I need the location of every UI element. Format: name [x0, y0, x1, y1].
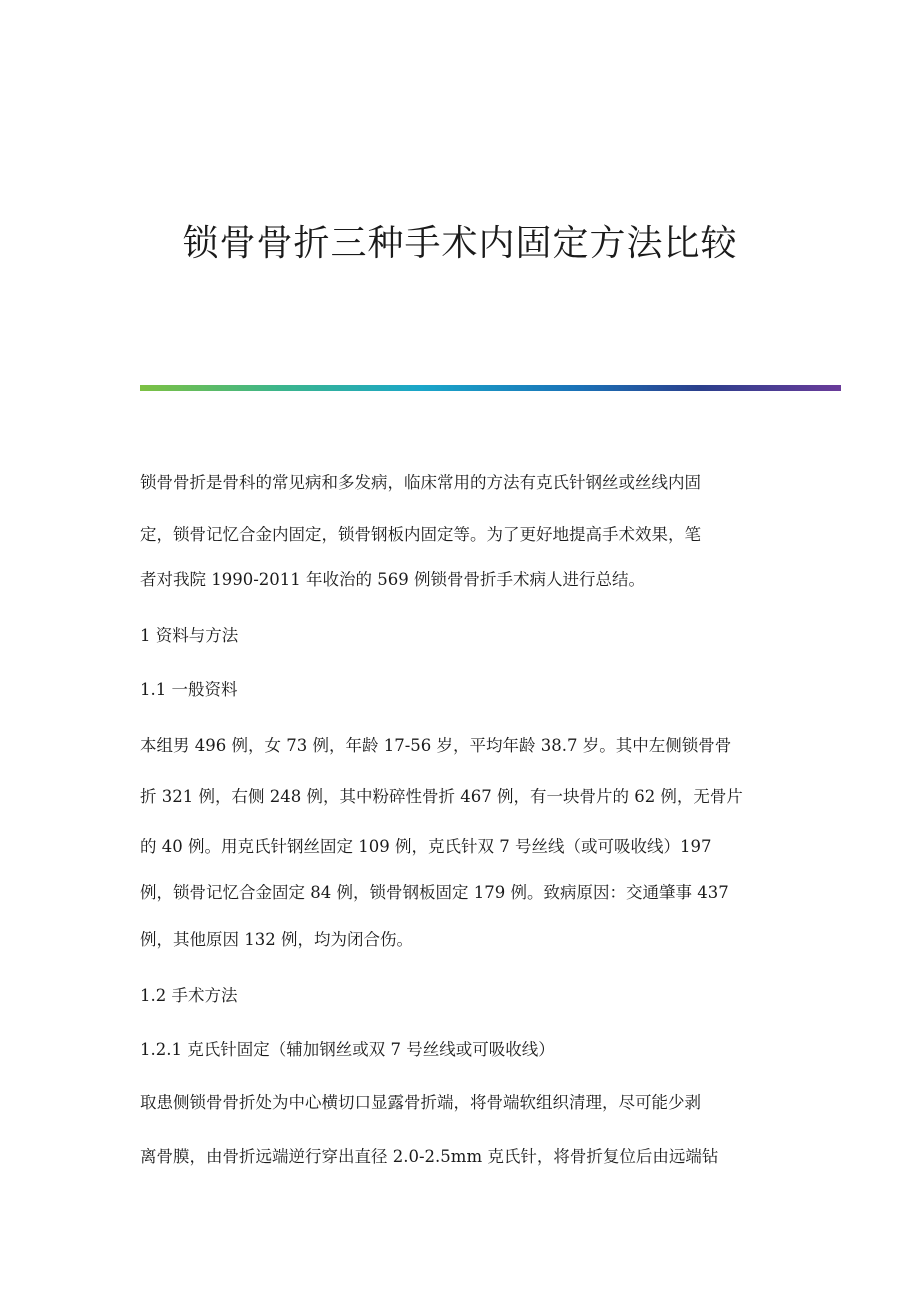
section-heading: 1 资料与方法: [140, 626, 239, 645]
paragraph-line: 本组男 496 例，女 73 例，年龄 17-56 岁，平均年龄 38.7 岁。其中左侧锁骨骨: [140, 736, 732, 755]
paragraph-line: 的 40 例。用克氏针钢丝固定 109 例，克氏针双 7 号丝线（或可吸收线）197: [140, 837, 712, 856]
gradient-divider: [140, 385, 841, 391]
paragraph-line: 者对我院 1990-2011 年收治的 569 例锁骨骨折手术病人进行总结。: [140, 570, 646, 589]
paragraph-line: 离骨膜，由骨折远端逆行穿出直径 2.0-2.5mm 克氏针，将骨折复位后由远端钻: [140, 1147, 719, 1166]
document-title: 锁骨骨折三种手术内固定方法比较: [182, 223, 738, 264]
paragraph-line: 锁骨骨折是骨科的常见病和多发病，临床常用的方法有克氏针钢丝或丝线内固: [140, 473, 701, 492]
paragraph-line: 例，其他原因 132 例，均为闭合伤。: [140, 930, 413, 949]
paragraph-line: 取患侧锁骨骨折处为中心横切口显露骨折端，将骨端软组织清理，尽可能少剥: [140, 1093, 701, 1112]
paragraph-line: 例，锁骨记忆合金固定 84 例，锁骨钢板固定 179 例。致病原因：交通肇事 437: [140, 883, 729, 902]
subsection-heading: 1.1 一般资料: [140, 680, 238, 699]
subsection-heading: 1.2 手术方法: [140, 986, 238, 1005]
paragraph-line: 折 321 例，右侧 248 例，其中粉碎性骨折 467 例，有一块骨片的 62 例，无骨片: [140, 787, 743, 806]
subsection-heading: 1.2.1 克氏针固定（辅加钢丝或双 7 号丝线或可吸收线）: [140, 1040, 555, 1059]
paragraph-line: 定，锁骨记忆合金内固定，锁骨钢板内固定等。为了更好地提高手术效果，笔: [140, 525, 701, 544]
